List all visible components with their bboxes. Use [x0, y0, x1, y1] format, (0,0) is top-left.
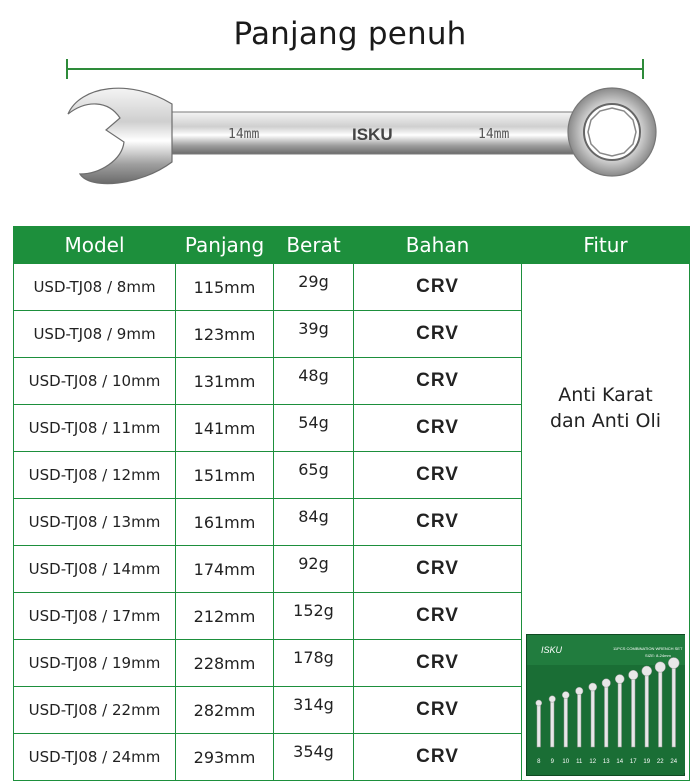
header-bahan: Bahan	[354, 227, 522, 264]
length-indicator-left-tick	[66, 59, 68, 79]
bahan-cell: CRV	[354, 640, 522, 687]
kit-wrench	[632, 675, 636, 747]
panjang-cell: 174mm	[176, 546, 274, 593]
model-cell: USD-TJ08 / 17mm	[14, 593, 176, 640]
kit-wrench-head	[549, 696, 556, 703]
kit-wrench-head	[615, 675, 624, 684]
bahan-cell: CRV	[354, 311, 522, 358]
berat-cell: 84g	[274, 499, 354, 546]
berat-cell: 178g	[274, 640, 354, 687]
model-cell: USD-TJ08 / 14mm	[14, 546, 176, 593]
wrench-image	[60, 82, 660, 202]
berat-cell: 92g	[274, 546, 354, 593]
fitur-line-2: dan Anti Oli	[549, 410, 662, 432]
kit-wrench	[659, 667, 663, 747]
kit-wrench	[672, 663, 676, 747]
kit-wrench	[551, 699, 555, 747]
spec-table-header-row	[14, 227, 690, 264]
kit-wrench-head	[589, 683, 597, 691]
kit-size-label: 13	[602, 759, 610, 765]
model-cell: USD-TJ08 / 12mm	[14, 452, 176, 499]
fitur-line-1: Anti Karat	[558, 384, 653, 406]
kit-wrench	[537, 703, 541, 747]
panjang-cell: 293mm	[176, 734, 274, 781]
length-indicator-line	[66, 68, 644, 70]
kit-wrench-head	[562, 692, 569, 699]
model-cell: USD-TJ08 / 22mm	[14, 687, 176, 734]
kit-label-line1: 11PCS COMBINATION WRENCH SET	[613, 646, 683, 651]
berat-cell: 152g	[274, 593, 354, 640]
spec-table	[13, 226, 690, 781]
kit-size-label: 9	[550, 759, 554, 765]
page-title: Panjang penuh	[233, 16, 467, 52]
berat-cell: 29g	[274, 264, 354, 311]
kit-brand: ISKU	[541, 645, 563, 655]
table-row	[14, 264, 690, 311]
header-panjang: Panjang	[176, 227, 274, 264]
panjang-cell: 282mm	[176, 687, 274, 734]
bahan-cell: CRV	[354, 593, 522, 640]
kit-wrench	[618, 679, 622, 747]
kit-size-label: 17	[629, 759, 637, 765]
model-cell: USD-TJ08 / 8mm	[14, 264, 176, 311]
bahan-cell: CRV	[354, 358, 522, 405]
kit-wrench	[645, 671, 649, 747]
bahan-cell: CRV	[354, 546, 522, 593]
model-cell: USD-TJ08 / 19mm	[14, 640, 176, 687]
berat-cell: 65g	[274, 452, 354, 499]
panjang-cell: 151mm	[176, 452, 274, 499]
berat-cell: 54g	[274, 405, 354, 452]
kit-size-label: 12	[589, 759, 597, 765]
wrench-set-graphic	[527, 635, 685, 773]
wrench-size-marking-right: 14mm	[478, 127, 510, 142]
bahan-cell: CRV	[354, 264, 522, 311]
kit-wrench-head	[576, 687, 584, 695]
bahan-cell: CRV	[354, 405, 522, 452]
kit-size-label: 10	[562, 759, 570, 765]
fitur-cell	[522, 264, 690, 781]
model-cell: USD-TJ08 / 13mm	[14, 499, 176, 546]
wrench-size-marking-left: 14mm	[228, 127, 260, 142]
kit-wrench-head	[629, 670, 639, 680]
panjang-cell: 123mm	[176, 311, 274, 358]
model-cell: USD-TJ08 / 9mm	[14, 311, 176, 358]
panjang-cell: 141mm	[176, 405, 274, 452]
kit-label-line2: SIZE: 8-24mm	[645, 653, 671, 658]
header-model: Model	[14, 227, 176, 264]
header-fitur: Fitur	[522, 227, 690, 264]
kit-size-label: 19	[643, 759, 651, 765]
panjang-cell: 131mm	[176, 358, 274, 405]
kit-size-label: 14	[616, 759, 624, 765]
length-indicator-right-tick	[642, 59, 644, 79]
wrench-brand-marking: ISKU	[352, 125, 393, 144]
bahan-cell: CRV	[354, 687, 522, 734]
kit-wrench-head	[668, 658, 679, 669]
wrench-set-pouch-image	[526, 634, 685, 776]
kit-wrench-head	[655, 662, 666, 673]
header-berat: Berat	[274, 227, 354, 264]
kit-size-label: 24	[670, 759, 678, 765]
berat-cell: 354g	[274, 734, 354, 781]
bahan-cell: CRV	[354, 499, 522, 546]
kit-size-label: 22	[656, 759, 664, 765]
model-cell: USD-TJ08 / 11mm	[14, 405, 176, 452]
panjang-cell: 212mm	[176, 593, 274, 640]
panjang-cell: 228mm	[176, 640, 274, 687]
fitur-text	[522, 382, 689, 434]
panjang-cell: 161mm	[176, 499, 274, 546]
kit-wrench-head	[642, 666, 652, 676]
model-cell: USD-TJ08 / 24mm	[14, 734, 176, 781]
kit-wrench	[591, 687, 595, 747]
bahan-cell: CRV	[354, 452, 522, 499]
berat-cell: 48g	[274, 358, 354, 405]
berat-cell: 314g	[274, 687, 354, 734]
panjang-cell: 115mm	[176, 264, 274, 311]
kit-size-label: 11	[576, 759, 583, 765]
kit-size-label: 8	[537, 759, 541, 765]
model-cell: USD-TJ08 / 10mm	[14, 358, 176, 405]
kit-wrench	[605, 683, 609, 747]
kit-wrench	[564, 695, 568, 747]
kit-wrench-head	[602, 679, 611, 688]
kit-wrench	[578, 691, 582, 747]
kit-wrench-head	[536, 700, 542, 706]
bahan-cell: CRV	[354, 734, 522, 781]
berat-cell: 39g	[274, 311, 354, 358]
